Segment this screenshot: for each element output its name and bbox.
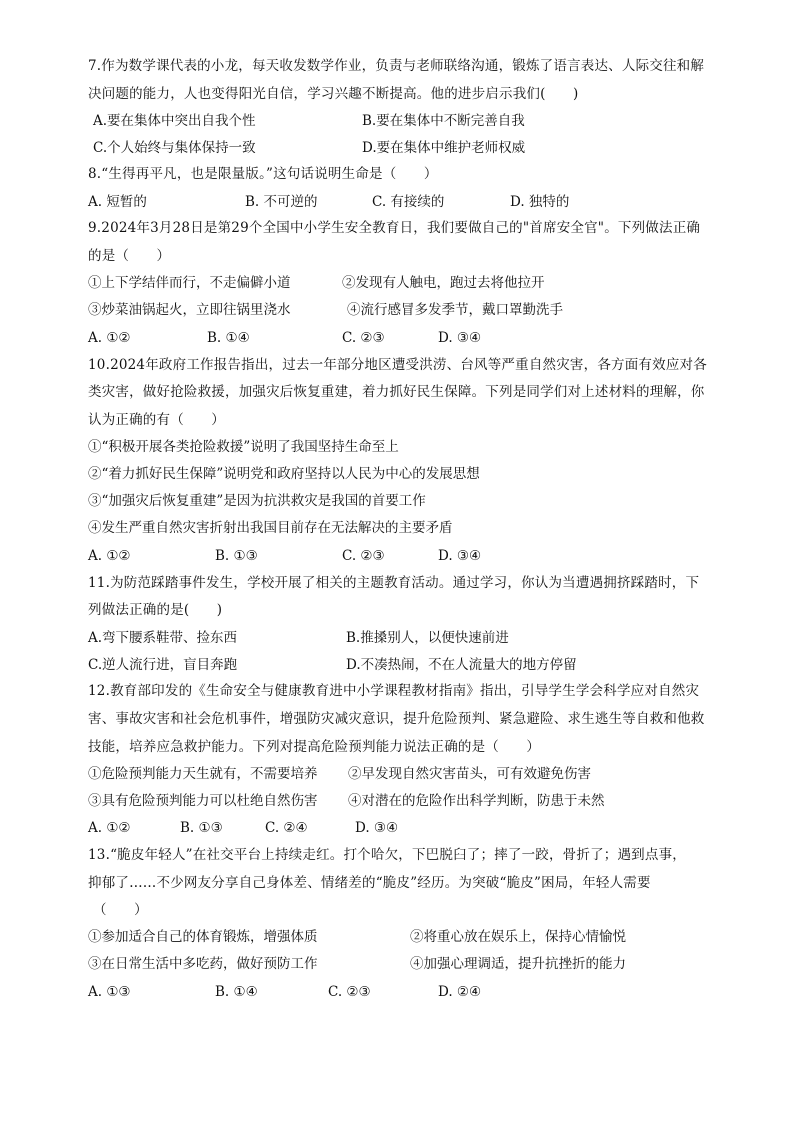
q12-statement-3: ③具有危险预判能力可以杜绝自然伤害 [88, 793, 318, 809]
q9-statement-1: ①上下学结伴而行，不走偏僻小道 [88, 275, 291, 291]
q7-stem-line1: 7.作为数学课代表的小龙，每天收发数学作业，负责与老师联络沟通，锻炼了语言表达、人际交往和解 [88, 58, 705, 74]
q13-stem-line1: 13.“脆皮年轻人”在社交平台上持续走红。打个哈欠，下巴脱臼了；摔了一跤，骨折了；遇到点事， [88, 847, 686, 863]
q10-stem-line3: 认为正确的有（ ） [88, 412, 225, 428]
q10-statement-3: ③“加强灾后恢复重建”是因为抗洪救灾是我国的首要工作 [88, 493, 426, 509]
q7-option-d: D.要在集体中维护老师权威 [362, 140, 526, 156]
q8-stem: 8.“生得再平凡，也是限量版。”这句话说明生命是（ ） [88, 166, 438, 182]
q7-stem-line2: 决问题的能力，人也变得阳光自信，学习兴趣不断提高。他的进步启示我们( ) [88, 86, 579, 102]
q9-statement-3: ③炒菜油锅起火，立即往锅里浇水 [88, 302, 291, 318]
q10-stem-line1: 10.2024年政府工作报告指出，过去一年部分地区遭受洪涝、台风等严重自然灾害，各方面有效应对各 [88, 357, 707, 373]
q12-stem-line1: 12.教育部印发的《生命安全与健康教育进中小学课程教材指南》指出，引导学生学会科学应对自然灾 [88, 683, 700, 699]
q13-statement-1: ①参加适合自己的体育锻炼，增强体质 [88, 929, 318, 945]
q9-option-a: A. ①② [88, 330, 131, 346]
q11-stem-line1: 11.为防范踩踏事件发生，学校开展了相关的主题教育活动。通过学习，你认为当遭遇拥挤踩踏时，下 [88, 575, 700, 591]
q9-option-d: D. ③④ [438, 330, 482, 346]
q12-statement-4: ④对潜在的危险作出科学判断，防患于未然 [348, 793, 605, 809]
q9-option-c: C. ②③ [342, 330, 385, 346]
q10-option-d: D. ③④ [438, 548, 482, 564]
q11-option-c: C.逆人流行进，盲目奔跑 [88, 657, 238, 673]
q8-option-d: D. 独特的 [510, 194, 570, 210]
q12-option-a: A. ①② [88, 820, 131, 836]
q9-option-b: B. ①④ [207, 330, 250, 346]
q12-statement-2: ②早发现自然灾害苗头，可有效避免伤害 [348, 766, 591, 782]
q13-statement-2: ②将重心放在娱乐上，保持心情愉悦 [410, 929, 626, 945]
q13-statement-3: ③在日常生活中多吃药，做好预防工作 [88, 956, 318, 972]
q9-stem-line2: 的是（ ） [88, 248, 171, 264]
q11-option-d: D.不凑热闹，不在人流量大的地方停留 [346, 657, 577, 673]
q12-option-c: C. ②④ [265, 820, 308, 836]
q10-option-a: A. ①② [88, 548, 131, 564]
q13-option-d: D. ②④ [438, 984, 482, 1000]
q13-option-a: A. ①③ [88, 984, 131, 1000]
q13-stem-line2: 抑郁了……不少网友分享自己身体差、情绪差的“脆皮”经历。为突破“脆皮”困局，年轻人需要 [88, 875, 651, 891]
q11-option-a: A.弯下腰系鞋带、捡东西 [88, 630, 238, 646]
q10-stem-line2: 类灾害，做好抢险救援，加强灾后恢复重建，着力抓好民生保障。下列是同学们对上述材料的理解，你 [88, 384, 705, 400]
q10-option-b: B. ①③ [215, 548, 258, 564]
q8-option-a: A. 短暂的 [88, 194, 147, 210]
q12-stem-line2: 害、事故灾害和社会危机事件，增强防灾减灾意识，提升危险预判、紧急避险、求生逃生等自救和他救 [88, 711, 705, 727]
q10-statement-1: ①“积极开展各类抢险救援”说明了我国坚持生命至上 [88, 439, 399, 455]
q9-statement-2: ②发现有人触电，跑过去将他拉开 [342, 275, 545, 291]
q10-option-c: C. ②③ [342, 548, 385, 564]
q11-stem-line2: 列做法正确的是( ) [88, 602, 223, 618]
q7-option-b: B.要在集体中不断完善自我 [362, 113, 525, 129]
q12-statement-1: ①危险预判能力天生就有，不需要培养 [88, 766, 318, 782]
q11-option-b: B.推搡别人，以便快速前进 [346, 630, 509, 646]
q13-stem-line3: （ ） [93, 902, 148, 918]
q7-option-c: C.个人始终与集体保持一致 [93, 140, 256, 156]
q8-option-c: C. 有接续的 [372, 194, 445, 210]
q13-option-c: C. ②③ [328, 984, 371, 1000]
q9-stem-line1: 9.2024年3月28日是第29个全国中小学生安全教育日，我们要做自己的"首席安全官"。下列做法正确 [88, 220, 701, 236]
q12-option-d: D. ③④ [355, 820, 399, 836]
q12-stem-line3: 技能，培养应急救护能力。下列对提高危险预判能力说法正确的是（ ） [88, 739, 541, 755]
q13-statement-4: ④加强心理调适，提升抗挫折的能力 [410, 956, 626, 972]
q13-option-b: B. ①④ [215, 984, 258, 1000]
q7-option-a: A.要在集体中突出自我个性 [93, 113, 256, 129]
q10-statement-2: ②“着力抓好民生保障”说明党和政府坚持以人民为中心的发展思想 [88, 466, 480, 482]
q12-option-b: B. ①③ [180, 820, 223, 836]
q8-option-b: B. 不可逆的 [245, 194, 318, 210]
q10-statement-4: ④发生严重自然灾害折射出我国目前存在无法解决的主要矛盾 [88, 520, 453, 536]
q9-statement-4: ④流行感冒多发季节，戴口罩勤洗手 [347, 302, 563, 318]
